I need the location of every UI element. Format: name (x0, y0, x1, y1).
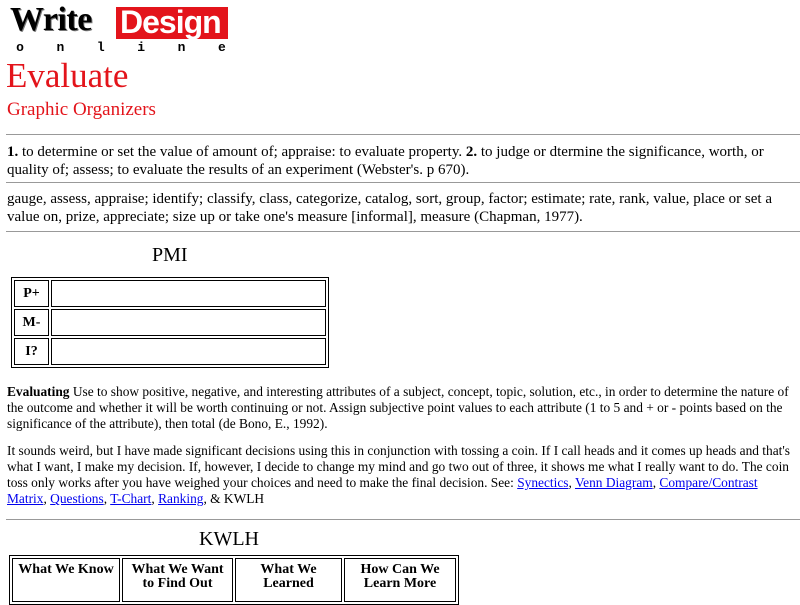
synonyms-paragraph: gauge, assess, appraise; identify; classify, class, categorize, catalog, sort, group, factor; estimate; rate, rank, value, place or set a value on, prize, appreciate; size up or take one's measure [informal], measure (Chapman, 1977). (7, 191, 772, 225)
pmi-label-interesting: I? (14, 338, 49, 365)
page-subtitle: Graphic Organizers (7, 99, 156, 120)
link-synectics[interactable]: Synectics (517, 475, 569, 490)
divider (6, 134, 800, 135)
pmi-label-minus: M- (14, 309, 49, 336)
logo-letter: e (218, 40, 226, 55)
kwlh-header-line: Learn More (363, 576, 437, 591)
link-ranking[interactable]: Ranking (158, 491, 204, 506)
evaluating-paragraph (7, 384, 797, 432)
kwlh-header-learned (235, 558, 342, 602)
coin-paragraph (7, 443, 797, 507)
divider (6, 519, 800, 520)
coin-tail: , & KWLH (203, 491, 265, 506)
kwlh-header-line: Learned (263, 576, 314, 591)
definition-text-2: to judge or dtermine the significance, worth, or quality of; assess; to evaluate the results of an experiment (Webster's. p 670). (7, 144, 764, 178)
pmi-cell (51, 309, 326, 336)
pmi-heading: PMI (152, 244, 188, 266)
kwlh-header-know (12, 558, 120, 602)
pmi-cell (51, 338, 326, 365)
divider (6, 231, 800, 232)
kwlh-heading: KWLH (199, 528, 259, 550)
link-separator: , (103, 491, 111, 506)
link-separator: , (652, 475, 660, 490)
kwlh-header-line: What We Want (131, 562, 224, 577)
link-separator: , (568, 475, 575, 490)
definition-text-1: to determine or set the value of amount of; appraise: to evaluate property. (18, 144, 466, 160)
divider (6, 182, 800, 183)
pmi-table (11, 277, 329, 368)
link-t-chart[interactable]: T-Chart (110, 491, 152, 506)
link-compare-contrast-matrix[interactable]: Compare/Contrast Matrix (7, 475, 758, 506)
logo-letter: i (137, 40, 146, 55)
table-row (14, 309, 326, 336)
site-logo[interactable] (8, 3, 230, 53)
kwlh-header-line: How Can We (360, 562, 440, 577)
definition-number-2: 2. (465, 144, 478, 160)
link-separator: , (43, 491, 51, 506)
pmi-cell (51, 280, 326, 307)
logo-word-design: Design (120, 4, 221, 40)
kwlh-header-want (122, 558, 233, 602)
link-venn-diagram[interactable]: Venn Diagram (574, 475, 653, 490)
kwlh-header-line: to Find Out (142, 576, 213, 591)
evaluating-text: Use to show positive, negative, and interesting attributes of a subject, concept, topic, solution, etc., in order to determine the nature of the outcome and whether it will be worth continuing or not. Assign subjective point values to each attribute (1 to 5 and + or - points based on the significance of the attribute), then total (de Bono, E., 1992). (7, 384, 789, 431)
logo-letter: o (16, 40, 24, 55)
kwlh-header-how (344, 558, 456, 602)
kwlh-header-line: What We Know (18, 562, 114, 577)
link-separator: , (151, 491, 159, 506)
pmi-label-plus: P+ (14, 280, 49, 307)
logo-letter: l (96, 40, 105, 55)
logo-letter: n (177, 40, 186, 55)
logo-online (12, 40, 230, 55)
definition-number-1: 1. (7, 144, 19, 160)
definition-paragraph (7, 143, 797, 179)
table-row (14, 280, 326, 307)
logo-word-write: Write (10, 1, 92, 38)
link-questions[interactable]: Questions (50, 491, 104, 506)
evaluating-lead: Evaluating (7, 384, 70, 399)
page-title: Evaluate (6, 56, 129, 95)
kwlh-header-line: What We (260, 562, 317, 577)
table-row (12, 558, 456, 602)
table-row (14, 338, 326, 365)
logo-letter: n (56, 40, 65, 55)
coin-text: It sounds weird, but I have made significant decisions using this in conjunction with tossing a coin. If I call heads and it comes up heads and that's what I want, I make my decision. If, however, I decide to change my mind and go two out of three, it shows me what I really want to do. The coin toss only works after you have weighed your choices and need to make the final decision. See: (7, 443, 791, 490)
